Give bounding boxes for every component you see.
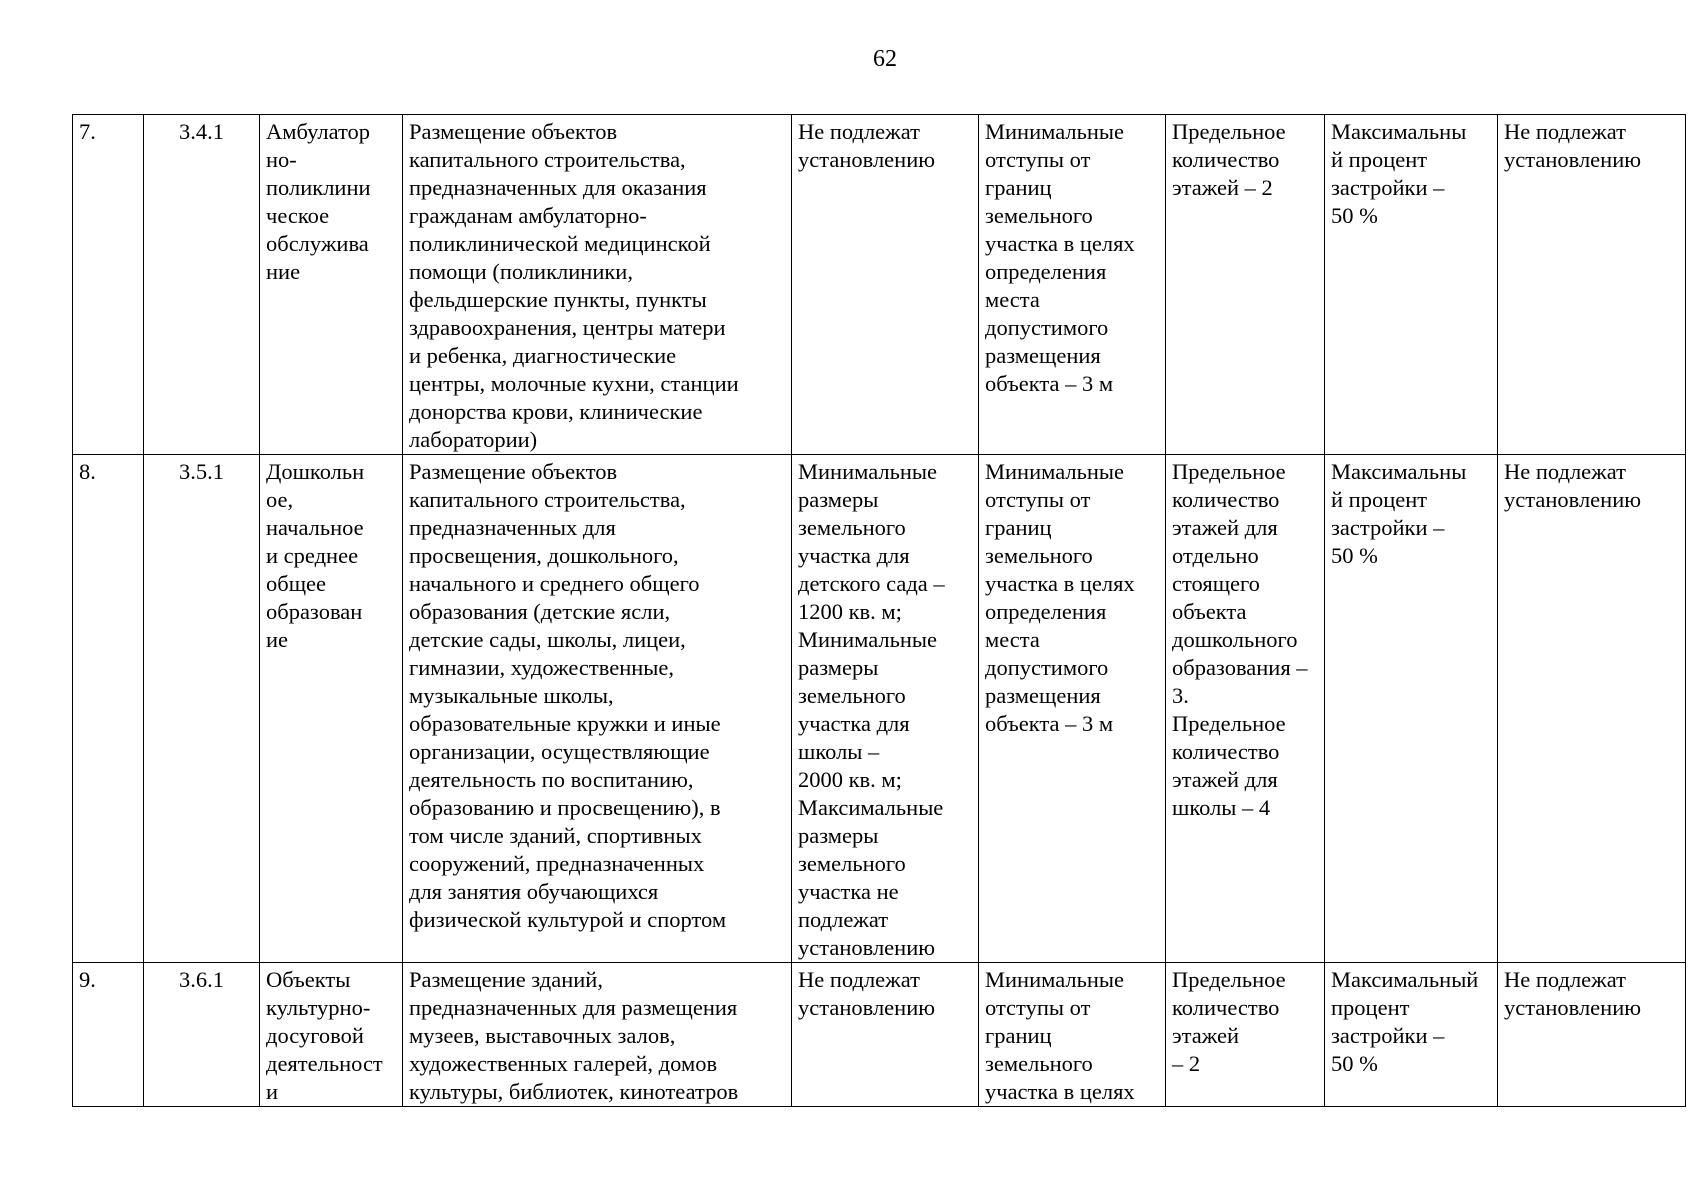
plot-size-cell: Не подлежат установлению [792, 963, 979, 1107]
row-number-cell: 8. [73, 455, 144, 963]
use-description-cell: Размещение объектов капитального строительства, предназначенных для оказания гражданам амбулаторно- поликлинической медицинской помощи (поликлиники, фельдшерские пункты, пункты здравоохранения, центры матери и ребенка, диагностические центры, молочные кухни, станции донорства крови, клинические лаборатории) [403, 115, 792, 455]
table-row [73, 455, 1686, 963]
other-params-cell: Не подлежат установлению [1498, 455, 1686, 963]
use-code-cell: 3.6.1 [144, 963, 260, 1107]
use-name-cell: Амбулатор но- поликлини ческое обслужива ние [260, 115, 403, 455]
other-params-cell: Не подлежат установлению [1498, 963, 1686, 1107]
use-code-cell: 3.5.1 [144, 455, 260, 963]
setbacks-cell: Минимальные отступы от границ земельного участка в целях определения места допустимого размещения объекта – 3 м [979, 455, 1166, 963]
use-description-cell: Размещение зданий, предназначенных для размещения музеев, выставочных залов, художественных галерей, домов культуры, библиотек, кинотеатров [403, 963, 792, 1107]
row-number-cell: 7. [73, 115, 144, 455]
use-description-cell: Размещение объектов капитального строительства, предназначенных для просвещения, дошкольного, начального и среднего общего образования (детские ясли, детские сады, школы, лицеи, гимназии, художественные, музыкальные школы, образовательные кружки и иные организации, осуществляющие деятельность по воспитанию, образованию и просвещению), в том числе зданий, спортивных сооружений, предназначенных для занятия обучающихся физической культурой и спортом [403, 455, 792, 963]
plot-size-cell: Минимальные размеры земельного участка для детского сада – 1200 кв. м; Минимальные размеры земельного участка для школы – 2000 кв. м; Максимальные размеры земельного участка не подлежат установлению [792, 455, 979, 963]
coverage-cell: Максимальны й процент застройки – 50 % [1325, 455, 1498, 963]
table-row [73, 115, 1686, 455]
floors-cell: Предельное количество этажей для отдельно стоящего объекта дошкольного образования – 3. Предельное количество этажей для школы – 4 [1166, 455, 1325, 963]
coverage-cell: Максимальный процент застройки – 50 % [1325, 963, 1498, 1107]
floors-cell: Предельное количество этажей – 2 [1166, 115, 1325, 455]
use-code-cell: 3.4.1 [144, 115, 260, 455]
use-name-cell: Объекты культурно- досуговой деятельност и [260, 963, 403, 1107]
row-number-cell: 9. [73, 963, 144, 1107]
other-params-cell: Не подлежат установлению [1498, 115, 1686, 455]
use-name-cell: Дошкольн ое, начальное и среднее общее образован ие [260, 455, 403, 963]
coverage-cell: Максимальны й процент застройки – 50 % [1325, 115, 1498, 455]
setbacks-cell: Минимальные отступы от границ земельного участка в целях [979, 963, 1166, 1107]
table-row [73, 963, 1686, 1107]
land-use-regulations-table [72, 114, 1686, 1107]
setbacks-cell: Минимальные отступы от границ земельного участка в целях определения места допустимого размещения объекта – 3 м [979, 115, 1166, 455]
floors-cell: Предельное количество этажей – 2 [1166, 963, 1325, 1107]
page-number: 62 [873, 46, 897, 72]
plot-size-cell: Не подлежат установлению [792, 115, 979, 455]
